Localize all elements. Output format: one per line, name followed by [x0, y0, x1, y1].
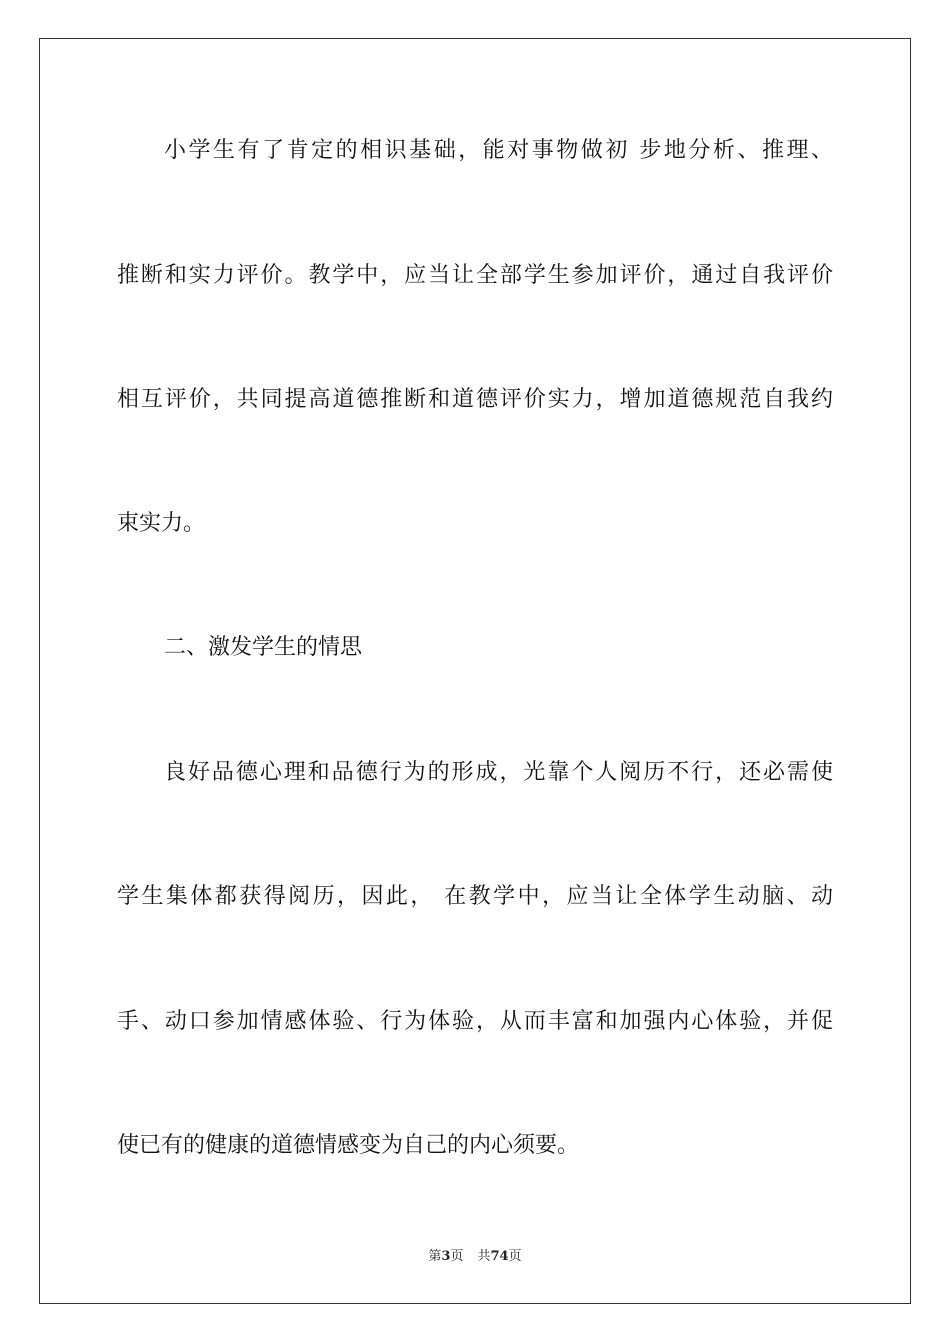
- total-suffix: 页: [508, 1249, 522, 1264]
- section-heading: 二、激发学生的情思: [164, 635, 363, 660]
- page-number: 3: [441, 1249, 451, 1264]
- total-pages: 74: [490, 1249, 509, 1264]
- paragraph-line: 良好品德心理和品德行为的形成，光靠个人阅历不行，还必需使: [164, 760, 833, 785]
- paragraph-line: 束实力。: [117, 511, 206, 536]
- paragraph-line: 推断和实力评价。教学中，应当让全部学生参加评价，通过自我评价: [117, 263, 833, 288]
- paragraph-line: 使已有的健康的道德情感变为自己的内心须要。: [117, 1133, 580, 1158]
- page-border: [39, 38, 911, 1304]
- page-footer: [0, 1248, 950, 1266]
- paragraph-line: 学生集体都获得阅历，因此， 在教学中，应当让全体学生动脑、动: [117, 884, 833, 909]
- page-prefix: 第: [428, 1249, 442, 1264]
- paragraph-line: 手、动口参加情感体验、行为体验，从而丰富和加强内心体验，并促: [117, 1009, 833, 1034]
- paragraph-line: 小学生有了肯定的相识基础，能对事物做初 步地分析、推理、: [164, 138, 833, 163]
- paragraph-line: 相互评价，共同提高道德推断和道德评价实力，增加道德规范自我约: [117, 387, 833, 412]
- total-prefix: 共: [477, 1249, 491, 1264]
- page-suffix: 页: [450, 1249, 464, 1264]
